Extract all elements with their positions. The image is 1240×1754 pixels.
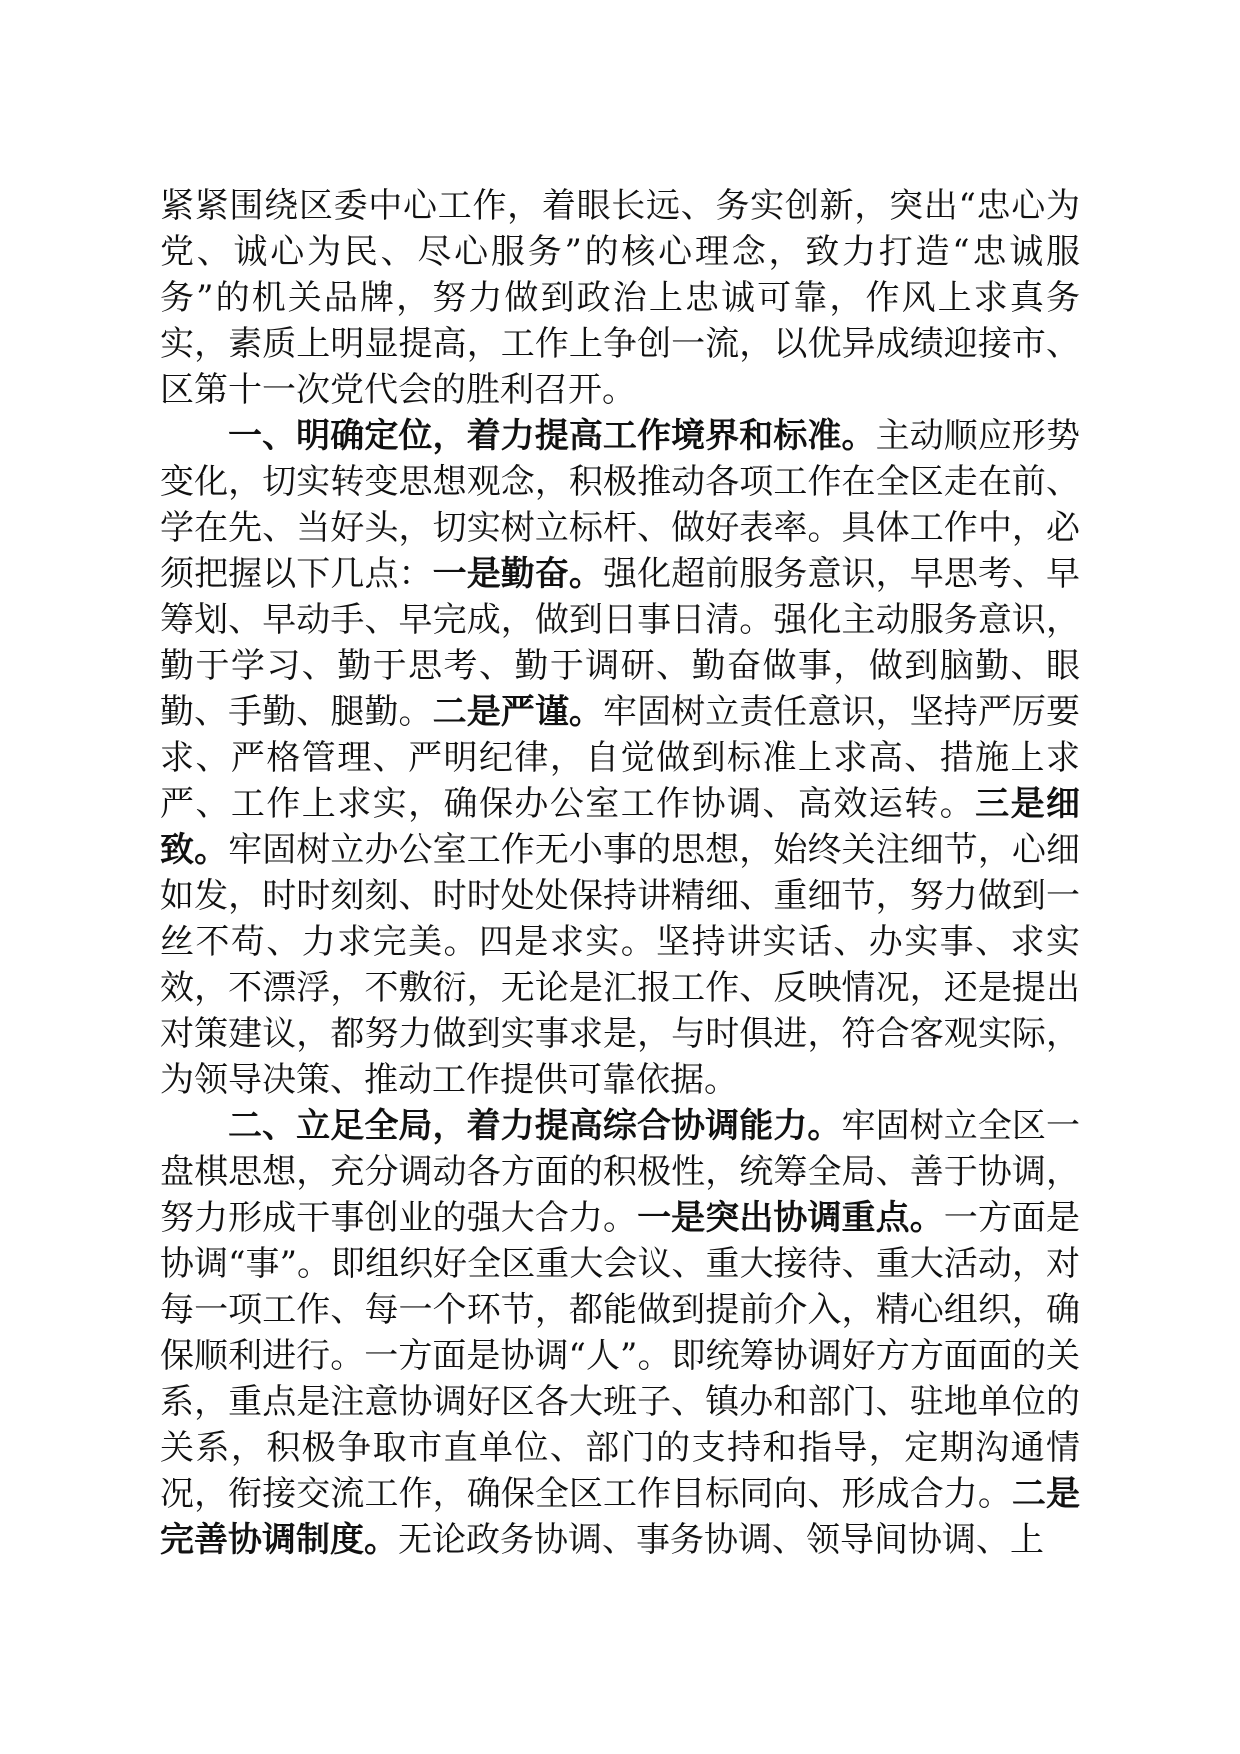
section-heading: 一、明确定位，着力提高工作境界和标准。 xyxy=(228,416,876,456)
text-run: 紧紧围绕区委中心工作，着眼长远、务实创新，突出“忠心为党、诚心为民、尽心服务”的核心理念，致力打造“忠诚服务”的机关品牌，努力做到政治上忠诚可靠，作风上求真务实，素质上明显提高，工作上争创一流，以优异成绩迎接市、区第十一次党代会的胜利召开。 xyxy=(160,186,1080,410)
text-run: 无论政务协调、事务协调、领导间协调、上 xyxy=(398,1520,1044,1560)
point-heading: 二是严谨。 xyxy=(432,692,604,732)
point-heading: 三是细致。 xyxy=(160,784,1081,870)
point-heading: 二是完善协调制度。 xyxy=(160,1474,1080,1560)
section-heading: 二、立足全局，着力提高综合协调能力。 xyxy=(228,1106,842,1146)
text-run: 牢固树立办公室工作无小事的思想，始终关注细节，心细如发，时时刻刻、时时处处保持讲精细、重细节，努力做到一丝不苟、力求完美。四是求实。坚持讲实话、办实事、求实效，不漂浮，不敷衍，无论是汇报工作、反映情况，还是提出对策建议，都努力做到实事求是，与时俱进，符合客观实际，为领导决策、推动工作提供可靠依据。 xyxy=(160,830,1081,1100)
paragraph-section-two xyxy=(160,1103,1080,1563)
text-run: 牢固树立全区一盘棋思想，充分调动各方面的积极性，统筹全局、善于协调，努力形成干事创业的强大合力。 xyxy=(160,1106,1080,1238)
point-heading: 一是突出协调重点。 xyxy=(637,1198,944,1238)
text-run: 强化超前服务意识，早思考、早筹划、早动手、早完成，做到日事日清。强化主动服务意识，勤于学习、勤于思考、勤于调研、勤奋做事，做到脑勤、眼勤、手勤、腿勤。 xyxy=(160,554,1081,732)
document-page xyxy=(160,183,1080,1563)
text-run: 一方面是协调“事”。即组织好全区重大会议、重大接待、重大活动，对每一项工作、每一个环节，都能做到提前介入，精心组织，确保顺利进行。一方面是协调“人”。即统筹协调好方方面面的关系，重点是注意协调好区各大班子、镇办和部门、驻地单位的关系，积极争取市直单位、部门的支持和指导，定期沟通情况，衔接交流工作，确保全区工作目标同向、形成合力。 xyxy=(160,1198,1081,1514)
point-heading: 一是勤奋。 xyxy=(432,554,604,594)
paragraph-section-one xyxy=(160,413,1080,1103)
text-run: 主动顺应形势变化，切实转变思想观念，积极推动各项工作在全区走在前、学在先、当好头，切实树立标杆、做好表率。具体工作中，必须把握以下几点： xyxy=(160,416,1081,594)
text-run: 牢固树立责任意识，坚持严厉要求、严格管理、严明纪律，自觉做到标准上求高、措施上求严、工作上求实，确保办公室工作协调、高效运转。 xyxy=(160,692,1081,824)
paragraph-intro xyxy=(160,183,1080,413)
